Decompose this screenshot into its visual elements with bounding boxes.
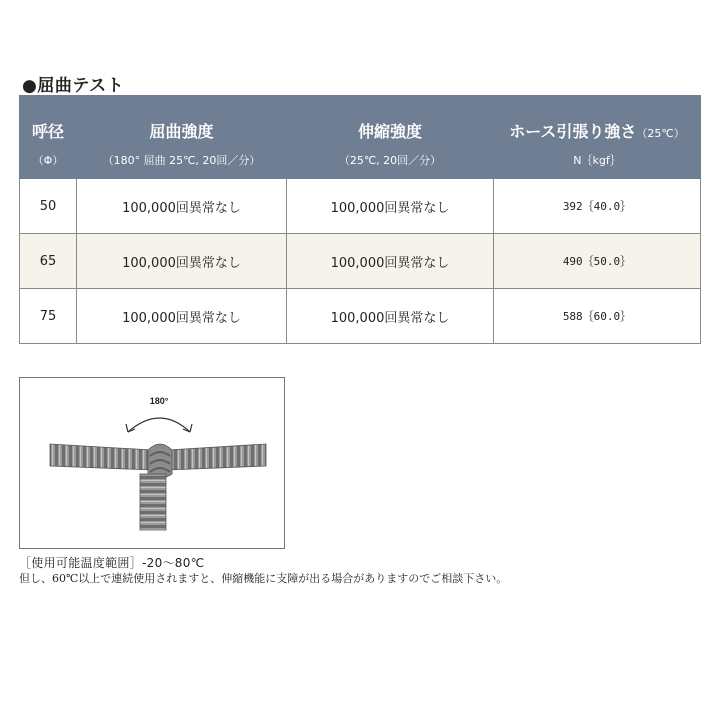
table-row [20,179,701,234]
section-title: ●屈曲テスト [22,76,125,96]
spec-table [19,95,701,344]
table-subheader-row [20,148,701,179]
bend-test-illustration [20,378,284,548]
cell-tensile: 392｛40.0｝ [494,179,701,234]
temperature-range-note: ［使用可能温度範囲］-20～80℃ [19,556,205,570]
header-tensile [494,96,701,149]
cell-tensile: 490｛50.0｝ [494,234,701,289]
cell-tensile: 588｛60.0｝ [494,289,701,344]
table-row [20,234,701,289]
header-tensile-label: ホース引張り強さ [509,122,637,141]
cell-bend: 100,000回異常なし [77,234,287,289]
table-row [20,289,701,344]
subheader-stretch: （25℃, 20回／分） [287,148,494,179]
bend-test-figure [19,377,285,549]
header-size: 呼径 [20,96,77,149]
cell-stretch: 100,000回異常なし [287,179,494,234]
subheader-bend: （180° 屈曲 25℃, 20回／分） [77,148,287,179]
cell-size: 75 [20,289,77,344]
cell-stretch: 100,000回異常なし [287,234,494,289]
cell-stretch: 100,000回異常なし [287,289,494,344]
subheader-size: （Φ） [20,148,77,179]
header-bend: 屈曲強度 [77,96,287,149]
cell-size: 50 [20,179,77,234]
cell-bend: 100,000回異常なし [77,289,287,344]
cell-bend: 100,000回異常なし [77,179,287,234]
header-stretch: 伸縮強度 [287,96,494,149]
header-tensile-suffix: （25℃） [636,127,685,140]
cell-size: 65 [20,234,77,289]
caution-note: 但し、60℃以上で連続使用されますと、伸縮機能に支障が出る場合がありますのでご相談下さい。 [19,572,508,585]
angle-label: 180° [149,396,169,406]
subheader-tensile: N｛kgf｝ [494,148,701,179]
table-header-row [20,96,701,149]
